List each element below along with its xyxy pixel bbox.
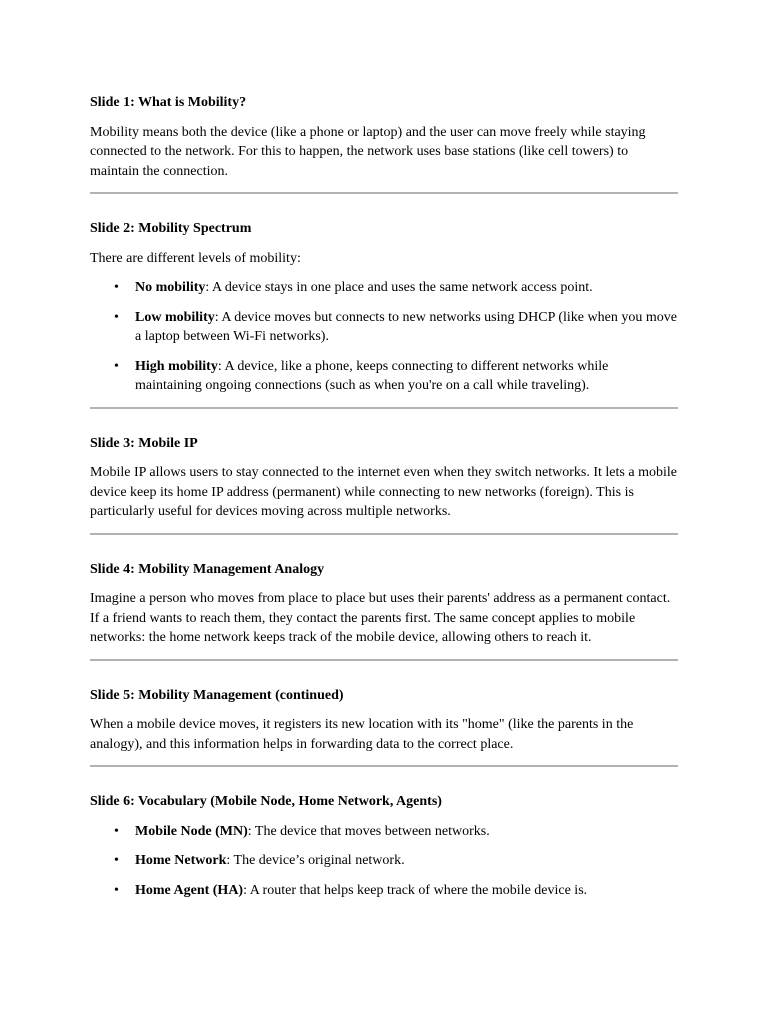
bullet-icon: • [114, 358, 119, 374]
list-item-text: : The device’s original network. [226, 853, 405, 868]
slide-2-intro: There are different levels of mobility: [90, 250, 301, 266]
slide-2-title: Slide 2: Mobility Spectrum [90, 221, 252, 236]
list-item-text: : The device that moves between networks. [247, 823, 490, 839]
mobility-levels-list [90, 278, 678, 396]
slide-4-section [90, 560, 678, 648]
vocabulary-list [90, 822, 678, 901]
list-item [90, 357, 678, 396]
bullet-icon: • [114, 823, 119, 839]
slide-1-body: Mobility means both the device (like a phone or laptop) and the user can move freely while staying connected to the network. For this to happen, the network uses base stations (like cell towers) to maintain the connection. [90, 124, 646, 179]
bullet-icon: • [114, 309, 119, 325]
section-divider [90, 659, 678, 661]
slide-5-section [90, 686, 678, 755]
bullet-icon: • [114, 853, 119, 868]
slide-4-body: Imagine a person who moves from place to place but uses their parents' address as a permanent contact. If a friend wants to reach them, they contact the parents first. The same concept applies to mobile networks: the home network keeps track of the mobile device, allowing others to reach it. [90, 591, 671, 645]
section-divider [90, 192, 678, 194]
list-item [90, 278, 678, 298]
slide-3-title: Slide 3: Mobile IP [90, 435, 198, 451]
slide-3-body: Mobile IP allows users to stay connected to the internet even when they switch networks. It lets a mobile device keep its home IP address (permanent) while connecting to new networks (foreign). This is particularly useful for devices moving across multiple networks. [90, 465, 677, 519]
list-item-term: Home Agent (HA) [135, 882, 244, 898]
slide-5-title: Slide 5: Mobility Management (continued) [90, 687, 344, 703]
slide-6-section [90, 792, 678, 900]
list-item [90, 822, 678, 842]
slide-4-title: Slide 4: Mobility Management Analogy [90, 561, 325, 577]
slide-2-section [90, 219, 678, 396]
list-item-term: Home Network [135, 853, 227, 868]
list-item [90, 881, 678, 901]
list-item-text: : A device, like a phone, keeps connecting to different networks while maintaining ongoing connections (such as when you're on a call while traveling). [135, 358, 609, 393]
slide-5-body: When a mobile device moves, it registers its new location with its "home" (like the parents in the analogy), and this information helps in forwarding data to the correct place. [90, 717, 634, 752]
list-item-term: Low mobility [135, 309, 215, 325]
slide-3-section [90, 434, 678, 522]
slide-1-title: Slide 1: What is Mobility? [90, 95, 247, 110]
slide-1-section [90, 93, 678, 181]
section-divider [90, 533, 678, 535]
section-divider [90, 407, 678, 409]
list-item [90, 308, 678, 347]
list-item [90, 851, 678, 871]
list-item-text: : A router that helps keep track of where the mobile device is. [243, 882, 588, 898]
list-item-term: Mobile Node (MN) [135, 823, 248, 839]
list-item-text: : A device stays in one place and uses the same network access point. [205, 280, 593, 295]
bullet-icon: • [114, 882, 119, 898]
section-divider [90, 765, 678, 767]
slide-6-title: Slide 6: Vocabulary (Mobile Node, Home Network, Agents) [90, 794, 442, 809]
bullet-icon: • [114, 280, 119, 295]
list-item-term: High mobility [135, 358, 218, 374]
list-item-term: No mobility [135, 280, 206, 295]
list-item-text: : A device moves but connects to new networks using DHCP (like when you move a laptop between Wi-Fi networks). [135, 309, 677, 344]
